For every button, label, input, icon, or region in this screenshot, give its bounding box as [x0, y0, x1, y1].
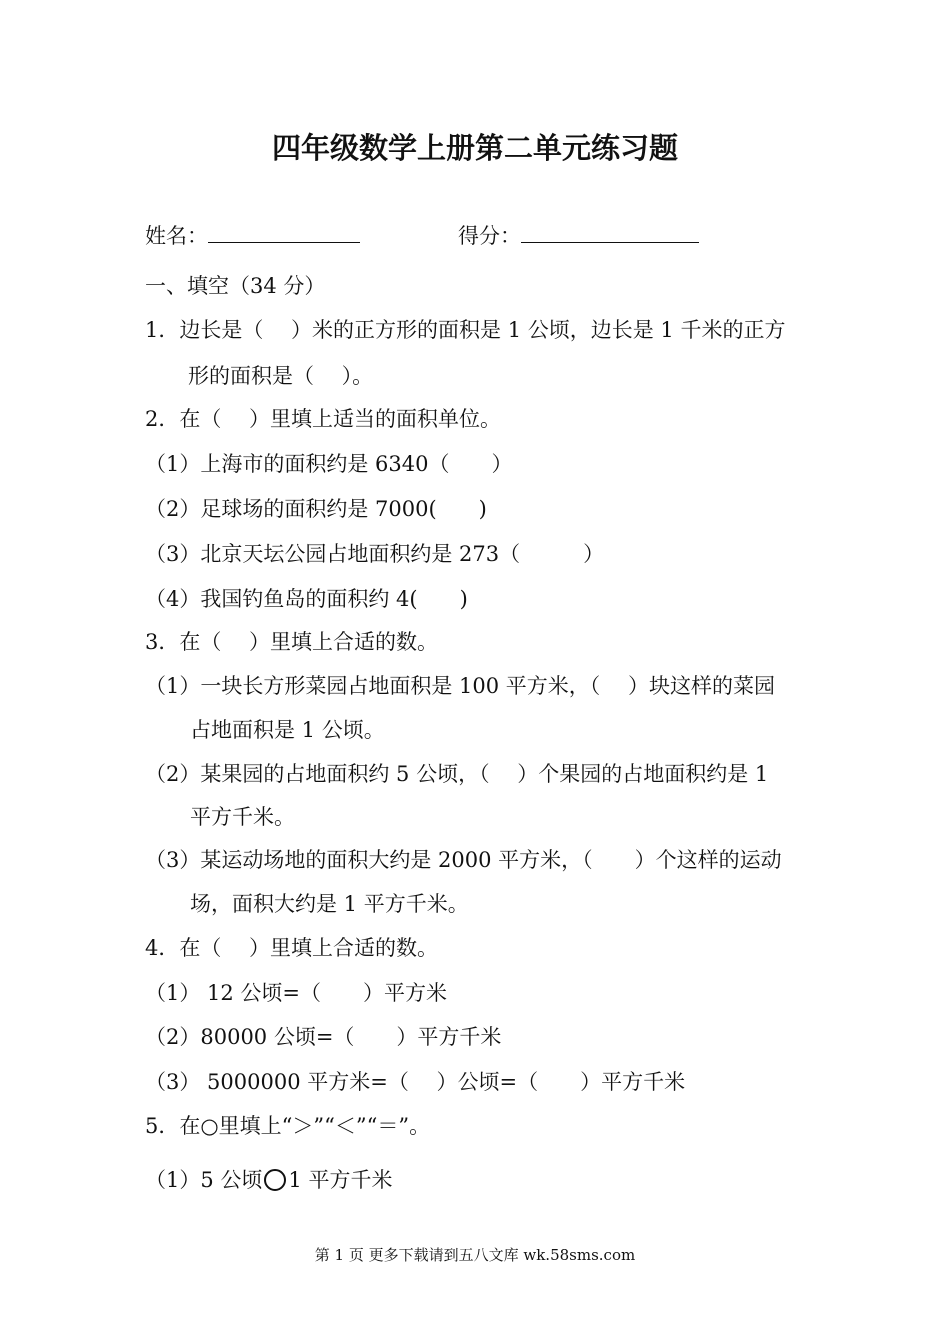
- score-field: [458, 222, 699, 250]
- q3-item3-line1: （3）某运动场地的面积大约是 2000 平方米，（ ）个这样的运动: [145, 848, 782, 872]
- q3-item1-line2: 占地面积是 1 公顷。: [190, 718, 385, 742]
- name-blank[interactable]: [208, 224, 360, 243]
- q5-stem: 5．在○里填上“＞”“＜”“＝”。: [145, 1114, 431, 1138]
- q5-item1: [145, 1166, 392, 1194]
- q3-item3-line2: 场，面积大约是 1 平方千米。: [190, 892, 469, 916]
- section-heading: 一、填空（34 分）: [145, 274, 326, 298]
- q4-item: （2）80000 公顷=（ ）平方千米: [145, 1025, 502, 1049]
- q4-stem: 4．在（ ）里填上合适的数。: [145, 936, 439, 960]
- page-footer: 第 1 页 更多下载请到五八文库 wk.58sms.com: [314, 1246, 636, 1264]
- name-label: 姓名：: [145, 224, 208, 248]
- q2-item: （2）足球场的面积约是 7000( ): [145, 497, 487, 521]
- q2-item: （1）上海市的面积约是 6340（ ）: [145, 452, 513, 476]
- score-blank[interactable]: [521, 224, 699, 243]
- q1-line2: 形的面积是（ ）。: [188, 364, 374, 388]
- name-field: [145, 222, 360, 250]
- q3-item2-line2: 平方千米。: [190, 805, 295, 829]
- q5-item1-left: （1）5 公顷: [145, 1168, 263, 1192]
- q5-item1-right: 1 平方千米: [288, 1168, 393, 1192]
- q2-stem: 2．在（ ）里填上适当的面积单位。: [145, 407, 502, 431]
- q2-item: （4）我国钓鱼岛的面积约 4( ): [145, 587, 468, 611]
- q3-stem: 3．在（ ）里填上合适的数。: [145, 630, 439, 654]
- q4-item: （1） 12 公顷=（ ）平方米: [145, 981, 448, 1005]
- compare-circle-icon[interactable]: [264, 1169, 286, 1191]
- q3-item1-line1: （1）一块长方形菜园占地面积是 100 平方米，（ ）块这样的菜园: [145, 674, 775, 698]
- q1-line1: 1．边长是（ ）米的正方形的面积是 1 公顷，边长是 1 千米的正方: [145, 318, 786, 342]
- q3-item2-line1: （2）某果园的占地面积约 5 公顷，（ ）个果园的占地面积约是 1: [145, 762, 769, 786]
- q2-item: （3）北京天坛公园占地面积约是 273（ ）: [145, 542, 605, 566]
- page-title: 四年级数学上册第二单元练习题: [271, 131, 678, 165]
- q4-item: （3） 5000000 平方米=（ ）公顷=（ ）平方千米: [145, 1070, 686, 1094]
- score-label: 得分：: [458, 224, 521, 248]
